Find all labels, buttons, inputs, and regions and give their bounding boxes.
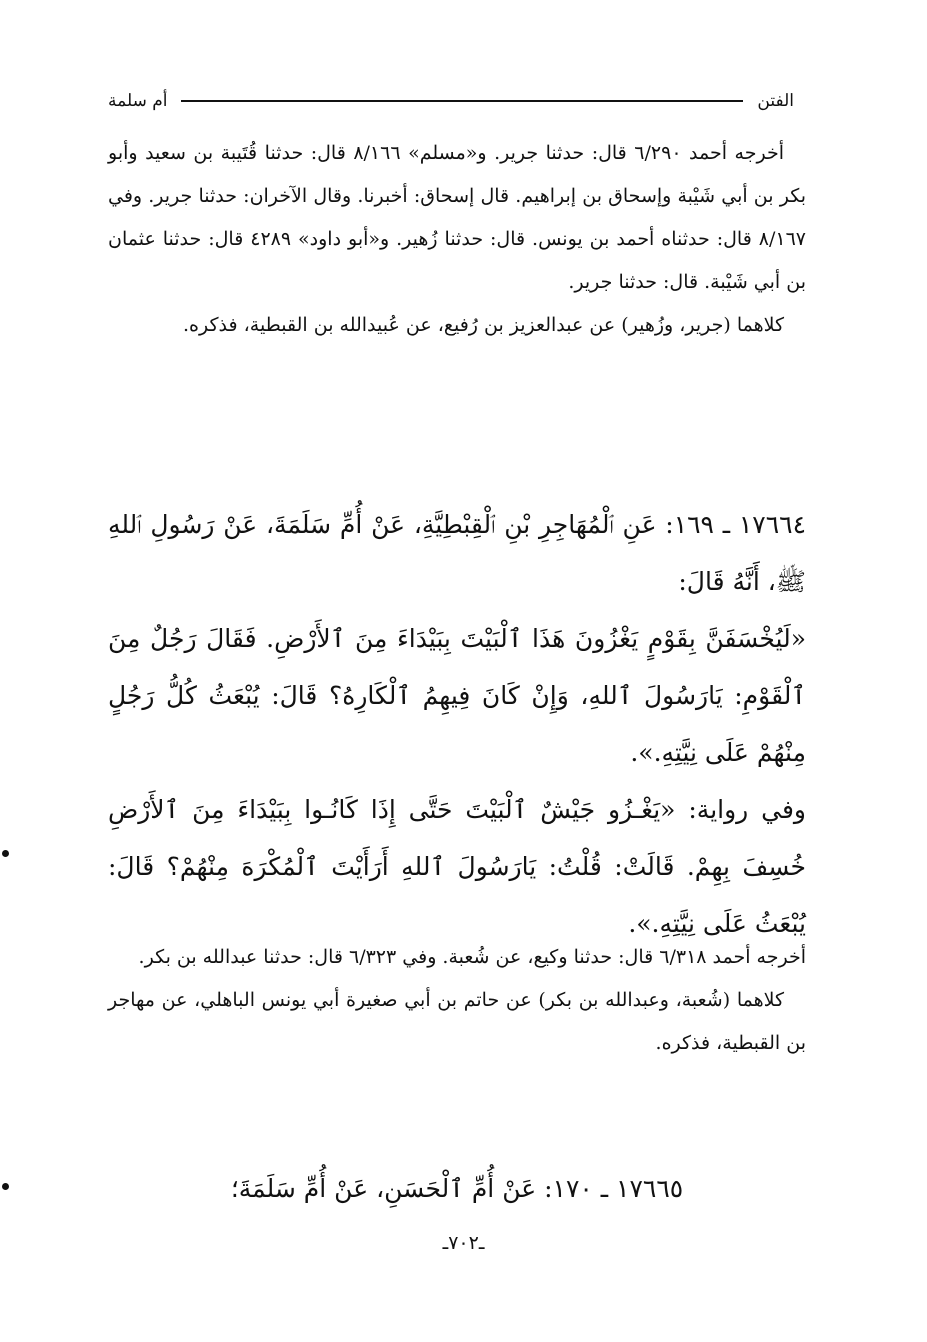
section-title: أم سلمة: [108, 91, 168, 111]
note-paragraph: أخرجه أحمد ٦/٢٩٠ قال: حدثنا جرير. و«مسلم» ٨/١٦٦ قال: حدثنا قُتَيبة بن سعيد وأبو بكر بن أبي شَيْبة وإسحاق بن إبراهيم. قال إسحاق: أخبرنا. وقال الآخران: حدثنا جرير. وفي ٨/١٦٧ قال: حدثناه أحمد بن يونس. قال: حدثنا زُهير. و«أبو داود» ٤٢٨٩ قال: حدثنا عثمان بن أبي شَيْبة. قال: حدثنا جرير.: [108, 142, 806, 293]
chapter-title: الفتن: [757, 91, 794, 111]
header-rule: [181, 100, 743, 102]
hadith-170: [108, 1160, 806, 1217]
page-number: ـ٧٠٢ـ: [442, 1232, 485, 1254]
takhrij-notes-1: [108, 132, 806, 347]
note-paragraph: أخرجه أحمد ٦/٣١٨ قال: حدثنا وكيع، عن شُعبة. وفي ٦/٣٢٣ قال: حدثنا عبدالله بن بكر.: [138, 946, 806, 968]
hadith-text: «لَيُخْسَفَنَّ بِقَوْمٍ يَغْزُونَ هَذَا ٱلْبَيْتَ بِبَيْدَاءَ مِنَ ٱلأَرْضِ. فَقَالَ رَجُلٌ مِنَ ٱلْقَوْمِ: يَارَسُولَ ٱللهِ، وَإِنْ كَانَ فِيهِمُ ٱلْكَارِهُ؟ قَالَ: يُبْعَثُ كُلُّ رَجُلٍ مِنْهُمْ عَلَى نِيَّتِهِ.».: [108, 624, 806, 767]
takhrij-notes-2: [108, 936, 806, 1065]
note-paragraph: كلاهما (جرير، وزُهير) عن عبدالعزيز بن رُفيع، عن عُبيدالله بن القبطية، فذكره.: [183, 314, 784, 336]
hadith-169: [108, 496, 806, 952]
hadith-variant: وفي رواية: «يَغْـزُو جَيْشٌ ٱلْبَيْتَ حَتَّى إِذَا كَانُـوا بِبَيْدَاءَ مِنَ ٱلأَرْضِ خُسِفَ بِهِمْ. قَالَتْ: قُلْتُ: يَارَسُولَ ٱللهِ أَرَأَيْتَ ٱلْمُكْرَهَ مِنْهُمْ؟ قَالَ: يُبْعَثُ عَلَى نِيَّتِهِ.».: [108, 795, 806, 938]
hadith-heading: ١٧٦٦٥ ـ ١٧٠: عَنْ أُمِّ ٱلْحَسَنِ، عَنْ أُمِّ سَلَمَةَ؛: [230, 1174, 684, 1203]
margin-mark: [2, 850, 9, 857]
hadith-heading: ١٧٦٦٤ ـ ١٦٩: عَنِ ٱلْمُهَاجِرِ بْنِ ٱلْقِبْطِيَّةِ، عَنْ أُمِّ سَلَمَةَ، عَنْ رَسُولِ ٱللهِ ﷺ، أَنَّهُ قَالَ:: [108, 510, 806, 596]
margin-mark: [2, 1183, 9, 1190]
running-header: [108, 88, 794, 114]
note-paragraph: كلاهما (شُعبة، وعبدالله بن بكر) عن حاتم بن أبي صغيرة أبي يونس الباهلي، عن مهاجر بن القبطية، فذكره.: [108, 989, 806, 1054]
